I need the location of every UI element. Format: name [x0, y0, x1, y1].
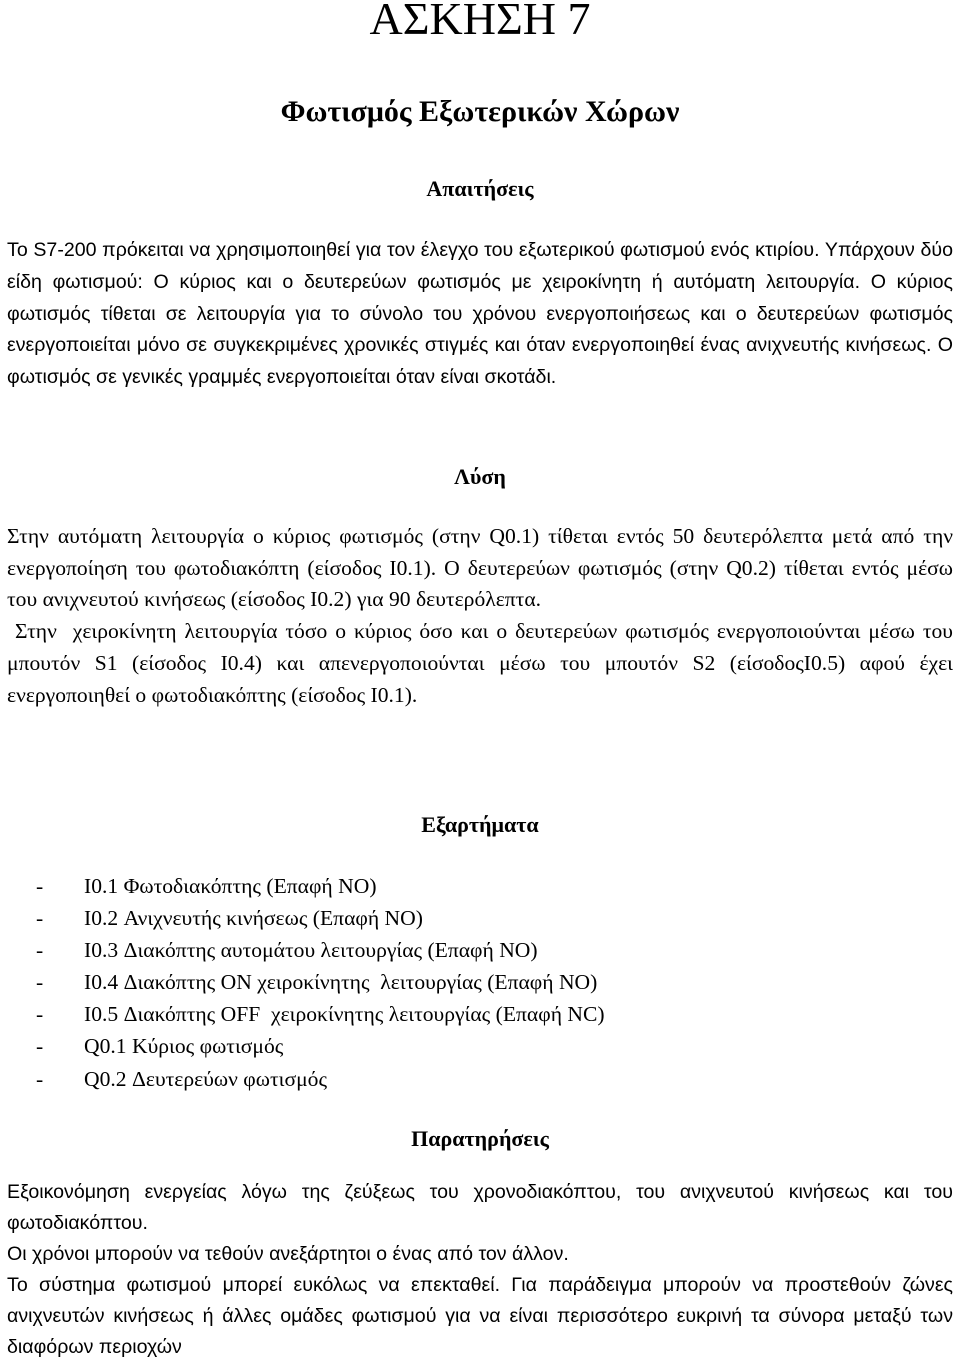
list-item-text: I0.1 Φωτοδιακόπτης (Επαφή NO)	[84, 874, 377, 898]
list-item	[36, 966, 936, 998]
notes-paragraph: Εξοικονόμηση ενεργείας λόγω της ζεύξεως του χρονοδιακόπτου, του ανιχνευτού κινήσεως και του φωτοδιακόπτου.	[7, 1181, 953, 1234]
list-bullet: -	[36, 1002, 44, 1027]
notes-text	[7, 1177, 953, 1362]
notes-paragraph: Οι χρόνοι μπορούν να τεθούν ανεξάρτητοι ο ένας από τον άλλον.	[7, 1242, 569, 1265]
list-bullet: -	[36, 1066, 44, 1091]
list-bullet: -	[36, 874, 44, 898]
list-bullet: -	[36, 906, 44, 931]
list-item-text: Q0.2 Δευτερεύων φωτισμός	[84, 1066, 328, 1091]
solution-paragraph-manual: Στην χειροκίνητη λειτουργία τόσο ο κύριος όσο και ο δευτερεύων φωτισμός ενεργοποιούνται μέσω του μπουτόν S1 (είσοδος I0.4) και απενεργοποιούνται μέσω του μπουτόν S2 (είσοδοςI0.5) αφού έχει ενεργοποιηθεί ο φωτοδιακόπτης (είσοδος I0.1).	[7, 619, 959, 707]
list-item-text: I0.5 Διακόπτης OFF χειροκίνητης λειτουργίας (Επαφή NC)	[84, 1002, 605, 1027]
list-bullet: -	[36, 1034, 44, 1059]
list-item	[36, 902, 936, 934]
list-item-text: I0.3 Διακόπτης αυτομάτου λειτουργίας (Επαφή NO)	[84, 938, 538, 963]
requirements-heading: Απαιτήσεις	[426, 176, 534, 201]
list-item	[36, 870, 936, 902]
notes-heading: Παρατηρήσεις	[411, 1126, 549, 1151]
notes-paragraph: Το σύστημα φωτισμού μπορεί ευκόλως να επεκταθεί. Για παράδειγμα μπορούν να προστεθούν ζώνες ανιχνευτών κινήσεως ή άλλες ομάδες φωτισμού για να είναι περισσότερο ευκρινή τα σύνορα μεταξύ των διαφόρων περιοχών	[7, 1273, 953, 1358]
requirements-text: Το S7-200 πρόκειται να χρησιμοποιηθεί για τον έλεγχο του εξωτερικού φωτισμού ενός κτιρίου. Υπάρχουν δύο είδη φωτισμού: Ο κύριος και ο δευτερεύων φωτισμός με χειροκίνητη ή αυτόματη λειτουργία. Ο κύριος φωτισμός τίθεται σε λειτουργία για το σύνολο του χρόνου ενεργοποιήσεως και ο δευτερεύων φωτισμός ενεργοποιείται μόνο σε συγκεκριμένες χρονικές στιγμές και όταν ενεργοποιηθεί ένας ανιχνευτής κινήσεως. Ο φωτισμός σε γενικές γραμμές ενεργοποιείται όταν είναι σκοτάδι.	[7, 239, 953, 389]
page-subtitle: Φωτισμός Εξωτερικών Χώρων	[280, 95, 680, 128]
solution-heading: Λύση	[454, 464, 506, 489]
list-item-text: I0.2 Ανιχνευτής κινήσεως (Επαφή NO)	[84, 906, 423, 931]
solution-text	[7, 521, 959, 711]
solution-paragraph-auto: Στην αυτόματη λειτουργία ο κύριος φωτισμός (στην Q0.1) τίθεται εντός 50 δευτερόλεπτα μετά από την ενεργοποίηση του φωτοδιακόπτη (είσοδος I0.1). Ο δευτερεύων φωτισμός (στην Q0.2) τίθεται εντός μέσω του ανιχνευτού κινήσεως (είσοδος I0.2) για 90 δευτερόλεπτα.	[7, 524, 953, 612]
components-heading: Εξαρτήματα	[421, 812, 539, 837]
list-bullet: -	[36, 970, 44, 995]
list-item	[36, 1030, 936, 1062]
components-list	[36, 870, 936, 1095]
list-item	[36, 934, 936, 966]
list-bullet: -	[36, 938, 44, 963]
list-item-text: I0.4 Διακόπτης ON χειροκίνητης λειτουργίας (Επαφή NO)	[84, 970, 598, 995]
list-item	[36, 998, 936, 1030]
list-item-text: Q0.1 Κύριος φωτισμός	[84, 1034, 284, 1059]
list-item	[36, 1063, 936, 1095]
page-title: ΑΣΚΗΣΗ 7	[369, 0, 591, 44]
